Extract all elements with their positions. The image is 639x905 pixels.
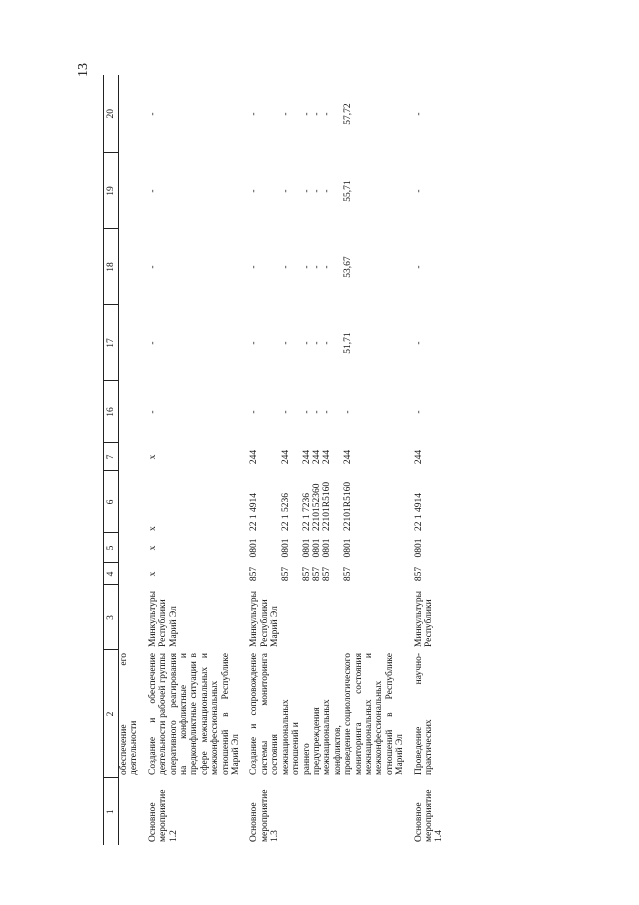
grbs-cell: 857 (343, 566, 354, 582)
column-header: 20 (104, 75, 119, 153)
value-cell-19: - (280, 189, 291, 193)
description-cell: раннего (301, 743, 312, 775)
value-cell-18: 53,67 (343, 256, 354, 278)
csr-cell: 22 1 4914 (249, 493, 260, 531)
measure-cell: Основное мероприятие 1.2 (147, 789, 179, 842)
vr-cell: 244 (280, 449, 291, 465)
row-spacer (241, 75, 249, 845)
description-cell: проведение социологического мониторинга состояния межнациональных и межконфессиональных отношений в Республике Марий Эл (343, 653, 406, 775)
executor-cell: Минкультуры Республики (413, 590, 434, 647)
value-cell-17 (119, 305, 140, 381)
grbs-cell: 857 (249, 566, 260, 582)
grbs-cell: 857 (311, 566, 322, 582)
spacer-cell (241, 75, 249, 845)
value-cell-17: 51,71 (343, 332, 354, 354)
table-row (148, 75, 242, 845)
value-cell-20: - (413, 112, 424, 116)
description-cell: межнациональных конфликтов, (322, 699, 343, 775)
vr-cell: 244 (311, 449, 322, 465)
column-header: 4 (104, 563, 119, 585)
page-number: 13 (76, 63, 91, 77)
value-cell-16 (119, 381, 140, 443)
value-cell-19: - (301, 189, 312, 193)
value-cell-18: - (311, 265, 322, 269)
budget-table (103, 75, 445, 845)
value-cell-19: 55,71 (343, 180, 354, 202)
row-spacer (140, 75, 148, 845)
vr-cell: 244 (343, 449, 354, 465)
table-row (322, 75, 343, 845)
column-header: 17 (104, 305, 119, 381)
table-row (343, 75, 405, 845)
executor-cell (281, 585, 302, 650)
grbs-cell: 857 (413, 566, 424, 582)
spacer-cell (406, 75, 414, 845)
rzpr-cell (119, 533, 140, 563)
rzpr-cell: 0801 (301, 538, 312, 558)
measure-cell: Основное мероприятие 1.4 (413, 789, 445, 842)
value-cell-17: - (311, 341, 322, 345)
table-row (302, 75, 312, 845)
value-cell-18: - (301, 265, 312, 269)
column-header: 1 (104, 778, 119, 845)
table-header (104, 75, 119, 845)
value-cell-18: - (147, 265, 158, 269)
value-cell-19: - (322, 189, 333, 193)
value-cell-17: - (322, 341, 333, 345)
table-row (249, 75, 280, 845)
table-row (312, 75, 322, 845)
measure-cell (119, 778, 140, 845)
executor-cell (119, 585, 140, 650)
table-row (414, 75, 445, 845)
measure-cell (281, 778, 302, 845)
csr-cell: 22 1 7236 (301, 493, 312, 531)
executor-cell (312, 585, 322, 650)
grbs-cell: 857 (322, 566, 333, 582)
executor-cell (343, 585, 405, 650)
rzpr-cell: 0801 (343, 538, 354, 558)
vr-cell: 244 (322, 449, 333, 465)
csr-cell: 22 1 5236 (280, 493, 291, 531)
csr-cell: 22101R5160 (343, 481, 354, 531)
value-cell-19 (119, 153, 140, 229)
value-cell-16: - (301, 410, 312, 414)
vr-cell: 244 (249, 449, 260, 465)
value-cell-20: - (322, 112, 333, 116)
value-cell-16: - (280, 410, 291, 414)
column-header: 6 (104, 471, 119, 533)
executor-cell (322, 585, 343, 650)
value-cell-17: - (413, 341, 424, 345)
measure-cell (322, 778, 343, 845)
rzpr-cell: 0801 (280, 538, 291, 558)
column-header: 7 (104, 443, 119, 471)
executor-cell (302, 585, 312, 650)
vr-cell: х (147, 454, 158, 460)
grbs-cell: 857 (301, 566, 312, 582)
spacer-cell (140, 75, 148, 845)
rotated-table-container (103, 75, 563, 845)
value-cell-20: - (311, 112, 322, 116)
value-cell-20: - (147, 112, 158, 116)
description-cell: предупреждения (311, 707, 322, 775)
column-header: 18 (104, 229, 119, 305)
column-header: 19 (104, 153, 119, 229)
csr-cell: 22 1 4914 (413, 493, 424, 531)
description-cell: Создание и обеспечение деятельности рабочей группы оперативного реагирования на конфликтные и предконфликтные ситуации в сфере межнациональных и межконфессиональных отношений в Республике Марий Эл (147, 653, 242, 775)
value-cell-20: 57,72 (343, 103, 354, 125)
value-cell-18: - (249, 265, 260, 269)
description-cell: обеспечение его деятельности (119, 653, 140, 775)
rzpr-cell: 0801 (249, 538, 260, 558)
value-cell-19: - (413, 189, 424, 193)
value-cell-18 (119, 229, 140, 305)
column-header: 5 (104, 533, 119, 563)
value-cell-17: - (249, 341, 260, 345)
row-spacer (406, 75, 414, 845)
value-cell-16: - (147, 410, 158, 414)
measure-cell (343, 778, 405, 845)
grbs-cell: х (147, 571, 158, 577)
table-row (281, 75, 302, 845)
csr-cell: 2210152360 (311, 483, 322, 531)
value-cell-20: - (249, 112, 260, 116)
value-cell-20: - (301, 112, 312, 116)
executor-cell: Минкультуры Республики Марий Эл (147, 590, 179, 647)
vr-cell (119, 443, 140, 471)
column-header: 3 (104, 585, 119, 650)
vr-cell: 244 (301, 449, 312, 465)
value-cell-17: - (280, 341, 291, 345)
table-body (119, 75, 445, 845)
grbs-cell (119, 563, 140, 585)
value-cell-16: - (413, 410, 424, 414)
table-row (119, 75, 140, 845)
rzpr-cell: 0801 (322, 538, 333, 558)
value-cell-19: - (311, 189, 322, 193)
measure-cell (302, 778, 312, 845)
value-cell-18: - (413, 265, 424, 269)
csr-cell: 22101R5160 (322, 481, 333, 531)
csr-cell: х (147, 526, 158, 531)
measure-cell: Основное мероприятие 1.3 (249, 789, 281, 842)
value-cell-16: - (322, 410, 333, 414)
rzpr-cell: 0801 (413, 538, 424, 558)
value-cell-18: - (322, 265, 333, 269)
value-cell-20 (119, 75, 140, 153)
value-cell-19: - (249, 189, 260, 193)
executor-cell: Минкультуры Республики Марий Эл (249, 590, 281, 647)
value-cell-19: - (147, 189, 158, 193)
grbs-cell: 857 (280, 566, 291, 582)
measure-cell (312, 778, 322, 845)
value-cell-16: - (311, 410, 322, 414)
value-cell-17: - (301, 341, 312, 345)
vr-cell: 244 (413, 449, 424, 465)
value-cell-18: - (280, 265, 291, 269)
value-cell-17: - (147, 341, 158, 345)
description-cell: межнациональных отношений и (280, 699, 302, 775)
value-cell-16: - (343, 410, 354, 414)
value-cell-16: - (249, 410, 260, 414)
rzpr-cell: 0801 (311, 538, 322, 558)
value-cell-20: - (280, 112, 291, 116)
description-cell: Создание и сопровождение системы мониторинга состояния (249, 653, 281, 775)
csr-cell (119, 471, 140, 533)
column-header: 16 (104, 381, 119, 443)
column-header: 2 (104, 650, 119, 778)
rzpr-cell: х (147, 545, 158, 551)
description-cell: Проведение научно-практических (413, 653, 434, 775)
